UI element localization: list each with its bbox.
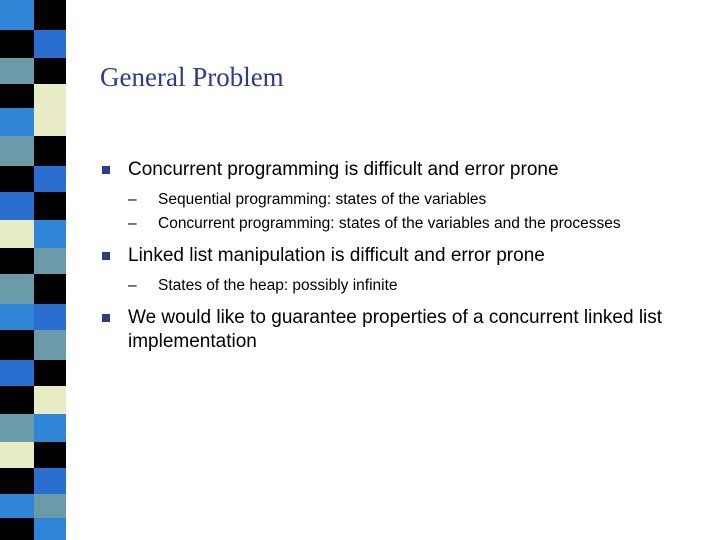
bullet-text: We would like to guarantee properties of a concurrent linked list implementation [128,307,663,352]
bullet-text: Concurrent programming is difficult and error prone [128,159,559,180]
slide-content [100,158,710,354]
strip-block [34,84,66,108]
dash-marker: – [128,215,137,232]
strip-block [34,0,66,30]
sub-bullet-item [100,274,710,298]
strip-block [0,136,34,166]
sub-bullet-text: Sequential programming: states of the variables [158,191,487,208]
sub-bullet-item [100,212,710,236]
slide-title: General Problem [100,62,284,92]
dash-marker: – [128,191,137,208]
strip-block [0,386,34,414]
strip-block [34,30,66,58]
strip-block [0,442,34,468]
decorative-side-strip [0,0,66,540]
strip-block [34,360,66,386]
bullet-item [100,306,710,354]
strip-block [0,518,34,540]
dash-marker: – [128,277,137,294]
strip-block [34,468,66,494]
strip-block [34,274,66,304]
square-bullet-icon [102,314,110,322]
strip-block [34,386,66,414]
strip-block [0,58,34,84]
strip-block [0,192,34,220]
strip-block [34,494,66,518]
strip-block [0,84,34,108]
strip-block [0,248,34,274]
strip-block [34,442,66,468]
strip-block [0,360,34,386]
strip-block [0,330,34,360]
strip-block [34,166,66,192]
strip-block [34,248,66,274]
strip-block [34,330,66,360]
strip-block [0,414,34,442]
strip-block [0,0,34,30]
strip-block [0,30,34,58]
strip-block [34,518,66,540]
bullet-item [100,244,710,268]
strip-block [34,192,66,220]
sub-bullet-item [100,188,710,212]
strip-block [34,220,66,248]
sub-bullet-text: States of the heap: possibly infinite [158,277,398,294]
bullet-text: Linked list manipulation is difficult and error prone [128,245,545,266]
bullet-item [100,158,710,182]
strip-block [0,220,34,248]
strip-block [0,166,34,192]
strip-block [0,274,34,304]
strip-block [0,468,34,494]
strip-block [34,58,66,84]
strip-block [0,108,34,136]
strip-block [34,304,66,330]
square-bullet-icon [102,166,110,174]
strip-block [0,304,34,330]
strip-block [34,414,66,442]
sub-bullet-text: Concurrent programming: states of the variables and the processes [158,215,621,232]
strip-block [34,136,66,166]
strip-block [0,494,34,518]
strip-block [34,108,66,136]
square-bullet-icon [102,252,110,260]
